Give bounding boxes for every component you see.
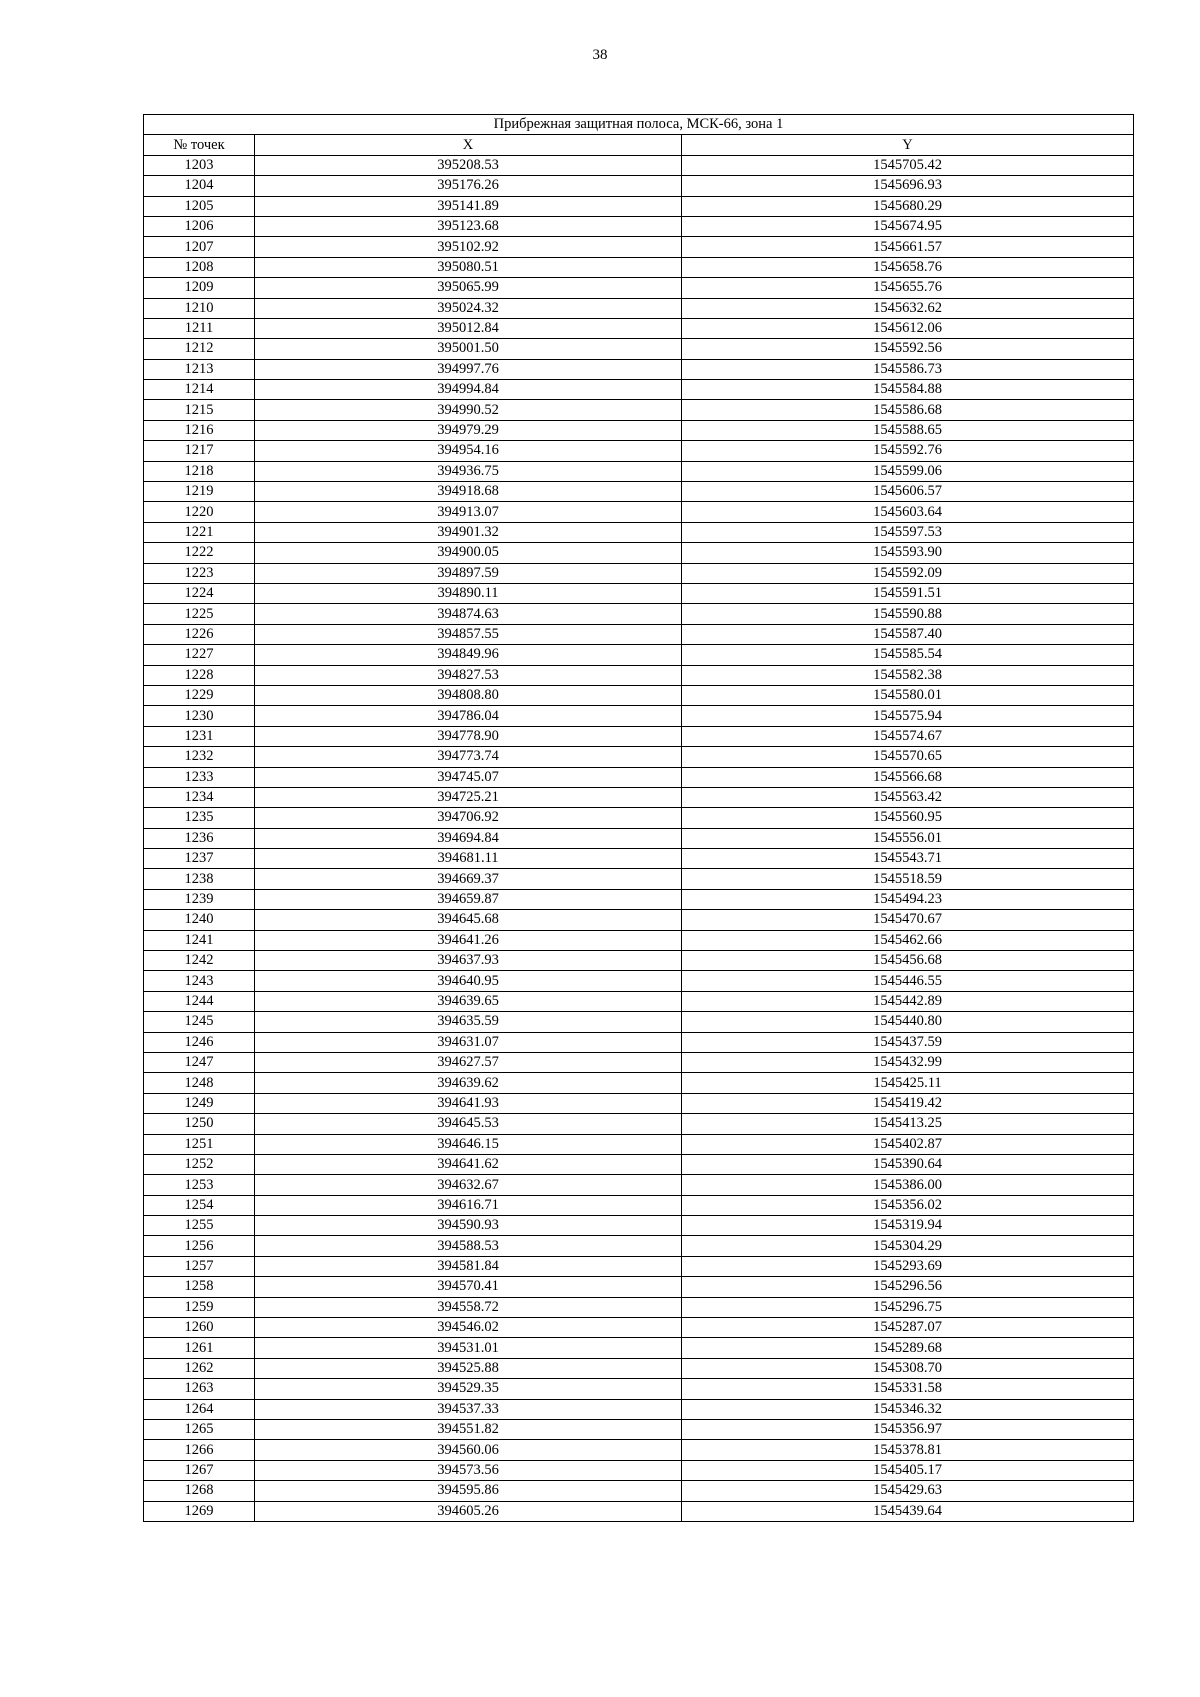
table-row <box>144 278 1134 298</box>
cell-x: 394525.88 <box>255 1358 682 1378</box>
cell-x: 394874.63 <box>255 604 682 624</box>
cell-x: 394786.04 <box>255 706 682 726</box>
table-row <box>144 1501 1134 1521</box>
cell-point-number: 1225 <box>144 604 255 624</box>
cell-point-number: 1261 <box>144 1338 255 1358</box>
cell-point-number: 1238 <box>144 869 255 889</box>
cell-y: 1545574.67 <box>682 726 1134 746</box>
cell-x: 395102.92 <box>255 237 682 257</box>
cell-x: 394681.11 <box>255 849 682 869</box>
cell-y: 1545308.70 <box>682 1358 1134 1378</box>
cell-x: 394913.07 <box>255 502 682 522</box>
table-row <box>144 828 1134 848</box>
cell-x: 394997.76 <box>255 359 682 379</box>
column-header-point-number: № точек <box>144 135 255 155</box>
table-row <box>144 624 1134 644</box>
cell-point-number: 1212 <box>144 339 255 359</box>
cell-y: 1545606.57 <box>682 482 1134 502</box>
cell-x: 394560.06 <box>255 1440 682 1460</box>
table-row <box>144 1032 1134 1052</box>
cell-y: 1545612.06 <box>682 318 1134 338</box>
cell-x: 394641.62 <box>255 1154 682 1174</box>
cell-x: 394808.80 <box>255 685 682 705</box>
cell-y: 1545442.89 <box>682 991 1134 1011</box>
table-row <box>144 910 1134 930</box>
cell-x: 395141.89 <box>255 196 682 216</box>
cell-point-number: 1220 <box>144 502 255 522</box>
page-number: 38 <box>592 47 608 63</box>
cell-point-number: 1257 <box>144 1256 255 1276</box>
cell-y: 1545429.63 <box>682 1481 1134 1501</box>
cell-point-number: 1241 <box>144 930 255 950</box>
cell-x: 394773.74 <box>255 747 682 767</box>
cell-x: 394645.68 <box>255 910 682 930</box>
cell-y: 1545587.40 <box>682 624 1134 644</box>
cell-y: 1545346.32 <box>682 1399 1134 1419</box>
cell-x: 394641.93 <box>255 1093 682 1113</box>
cell-point-number: 1208 <box>144 257 255 277</box>
table-row <box>144 543 1134 563</box>
cell-x: 395001.50 <box>255 339 682 359</box>
cell-point-number: 1267 <box>144 1460 255 1480</box>
cell-y: 1545304.29 <box>682 1236 1134 1256</box>
cell-x: 395123.68 <box>255 216 682 236</box>
cell-y: 1545494.23 <box>682 889 1134 909</box>
cell-point-number: 1249 <box>144 1093 255 1113</box>
cell-x: 394669.37 <box>255 869 682 889</box>
cell-x: 394994.84 <box>255 380 682 400</box>
cell-point-number: 1233 <box>144 767 255 787</box>
cell-x: 394627.57 <box>255 1052 682 1072</box>
cell-y: 1545591.51 <box>682 583 1134 603</box>
cell-x: 394646.15 <box>255 1134 682 1154</box>
table-row <box>144 196 1134 216</box>
table-row <box>144 1338 1134 1358</box>
cell-y: 1545296.56 <box>682 1277 1134 1297</box>
cell-y: 1545590.88 <box>682 604 1134 624</box>
cell-y: 1545658.76 <box>682 257 1134 277</box>
cell-point-number: 1228 <box>144 665 255 685</box>
table-row <box>144 461 1134 481</box>
cell-point-number: 1251 <box>144 1134 255 1154</box>
table-body <box>144 155 1134 1521</box>
cell-x: 394639.62 <box>255 1073 682 1093</box>
cell-point-number: 1262 <box>144 1358 255 1378</box>
cell-x: 395024.32 <box>255 298 682 318</box>
cell-y: 1545356.97 <box>682 1420 1134 1440</box>
cell-y: 1545597.53 <box>682 522 1134 542</box>
cell-point-number: 1258 <box>144 1277 255 1297</box>
cell-point-number: 1222 <box>144 543 255 563</box>
cell-x: 394581.84 <box>255 1256 682 1276</box>
cell-point-number: 1204 <box>144 176 255 196</box>
cell-point-number: 1234 <box>144 787 255 807</box>
cell-x: 394954.16 <box>255 441 682 461</box>
cell-point-number: 1207 <box>144 237 255 257</box>
cell-y: 1545599.06 <box>682 461 1134 481</box>
cell-x: 394595.86 <box>255 1481 682 1501</box>
cell-x: 394645.53 <box>255 1114 682 1134</box>
cell-x: 394558.72 <box>255 1297 682 1317</box>
cell-x: 394605.26 <box>255 1501 682 1521</box>
cell-x: 394827.53 <box>255 665 682 685</box>
cell-point-number: 1237 <box>144 849 255 869</box>
table-row <box>144 359 1134 379</box>
table-row <box>144 849 1134 869</box>
cell-y: 1545446.55 <box>682 971 1134 991</box>
cell-point-number: 1216 <box>144 420 255 440</box>
table-row <box>144 237 1134 257</box>
cell-y: 1545586.73 <box>682 359 1134 379</box>
cell-x: 395176.26 <box>255 176 682 196</box>
table-row <box>144 441 1134 461</box>
table-row <box>144 1297 1134 1317</box>
table-row <box>144 726 1134 746</box>
table-row <box>144 1399 1134 1419</box>
table-row <box>144 645 1134 665</box>
table-row <box>144 1073 1134 1093</box>
cell-y: 1545440.80 <box>682 1012 1134 1032</box>
cell-y: 1545425.11 <box>682 1073 1134 1093</box>
cell-x: 394616.71 <box>255 1195 682 1215</box>
cell-x: 394537.33 <box>255 1399 682 1419</box>
table-row <box>144 482 1134 502</box>
cell-y: 1545570.65 <box>682 747 1134 767</box>
table-row <box>144 257 1134 277</box>
cell-point-number: 1221 <box>144 522 255 542</box>
cell-x: 394590.93 <box>255 1216 682 1236</box>
table-row <box>144 1460 1134 1480</box>
table-row <box>144 1481 1134 1501</box>
cell-x: 394706.92 <box>255 808 682 828</box>
table-row <box>144 155 1134 175</box>
cell-point-number: 1235 <box>144 808 255 828</box>
cell-point-number: 1210 <box>144 298 255 318</box>
cell-y: 1545582.38 <box>682 665 1134 685</box>
cell-x: 394745.07 <box>255 767 682 787</box>
cell-y: 1545518.59 <box>682 869 1134 889</box>
cell-point-number: 1269 <box>144 1501 255 1521</box>
cell-y: 1545470.67 <box>682 910 1134 930</box>
cell-y: 1545588.65 <box>682 420 1134 440</box>
table-row <box>144 971 1134 991</box>
table-row <box>144 1440 1134 1460</box>
cell-x: 395080.51 <box>255 257 682 277</box>
cell-x: 394990.52 <box>255 400 682 420</box>
cell-y: 1545543.71 <box>682 849 1134 869</box>
table-row <box>144 400 1134 420</box>
cell-point-number: 1224 <box>144 583 255 603</box>
table-row <box>144 930 1134 950</box>
cell-y: 1545655.76 <box>682 278 1134 298</box>
cell-y: 1545674.95 <box>682 216 1134 236</box>
cell-y: 1545432.99 <box>682 1052 1134 1072</box>
cell-point-number: 1264 <box>144 1399 255 1419</box>
table-row <box>144 1114 1134 1134</box>
table-row <box>144 339 1134 359</box>
cell-x: 394632.67 <box>255 1175 682 1195</box>
cell-x: 394778.90 <box>255 726 682 746</box>
cell-x: 394641.26 <box>255 930 682 950</box>
cell-x: 394570.41 <box>255 1277 682 1297</box>
table-row <box>144 502 1134 522</box>
cell-y: 1545585.54 <box>682 645 1134 665</box>
cell-y: 1545575.94 <box>682 706 1134 726</box>
table-row <box>144 685 1134 705</box>
cell-point-number: 1256 <box>144 1236 255 1256</box>
column-header-x: X <box>255 135 682 155</box>
cell-y: 1545287.07 <box>682 1318 1134 1338</box>
cell-y: 1545386.00 <box>682 1175 1134 1195</box>
cell-y: 1545462.66 <box>682 930 1134 950</box>
table-row <box>144 665 1134 685</box>
cell-point-number: 1232 <box>144 747 255 767</box>
table-row <box>144 583 1134 603</box>
cell-point-number: 1260 <box>144 1318 255 1338</box>
cell-point-number: 1214 <box>144 380 255 400</box>
cell-point-number: 1219 <box>144 482 255 502</box>
table-row <box>144 747 1134 767</box>
table-row <box>144 298 1134 318</box>
cell-x: 394900.05 <box>255 543 682 563</box>
cell-point-number: 1218 <box>144 461 255 481</box>
cell-point-number: 1268 <box>144 1481 255 1501</box>
cell-x: 394639.65 <box>255 991 682 1011</box>
cell-y: 1545296.75 <box>682 1297 1134 1317</box>
cell-y: 1545586.68 <box>682 400 1134 420</box>
cell-x: 394635.59 <box>255 1012 682 1032</box>
cell-x: 394979.29 <box>255 420 682 440</box>
cell-y: 1545563.42 <box>682 787 1134 807</box>
cell-y: 1545293.69 <box>682 1256 1134 1276</box>
cell-y: 1545592.76 <box>682 441 1134 461</box>
table-row <box>144 176 1134 196</box>
cell-x: 394725.21 <box>255 787 682 807</box>
cell-x: 394659.87 <box>255 889 682 909</box>
cell-y: 1545592.56 <box>682 339 1134 359</box>
cell-x: 394588.53 <box>255 1236 682 1256</box>
table-row <box>144 1256 1134 1276</box>
table-row <box>144 1012 1134 1032</box>
cell-y: 1545603.64 <box>682 502 1134 522</box>
cell-x: 394640.95 <box>255 971 682 991</box>
table-row <box>144 1277 1134 1297</box>
cell-x: 394694.84 <box>255 828 682 848</box>
cell-point-number: 1266 <box>144 1440 255 1460</box>
cell-x: 395012.84 <box>255 318 682 338</box>
cell-x: 394551.82 <box>255 1420 682 1440</box>
cell-y: 1545419.42 <box>682 1093 1134 1113</box>
cell-y: 1545413.25 <box>682 1114 1134 1134</box>
cell-x: 394531.01 <box>255 1338 682 1358</box>
cell-x: 394631.07 <box>255 1032 682 1052</box>
cell-x: 395208.53 <box>255 155 682 175</box>
cell-y: 1545437.59 <box>682 1032 1134 1052</box>
cell-x: 394637.93 <box>255 951 682 971</box>
cell-y: 1545378.81 <box>682 1440 1134 1460</box>
cell-point-number: 1248 <box>144 1073 255 1093</box>
cell-y: 1545661.57 <box>682 237 1134 257</box>
cell-point-number: 1253 <box>144 1175 255 1195</box>
cell-y: 1545331.58 <box>682 1379 1134 1399</box>
table-row <box>144 706 1134 726</box>
cell-x: 394529.35 <box>255 1379 682 1399</box>
table-row <box>144 1154 1134 1174</box>
table-row <box>144 767 1134 787</box>
cell-point-number: 1240 <box>144 910 255 930</box>
cell-point-number: 1259 <box>144 1297 255 1317</box>
table-row <box>144 604 1134 624</box>
cell-point-number: 1215 <box>144 400 255 420</box>
cell-x: 395065.99 <box>255 278 682 298</box>
cell-x: 394897.59 <box>255 563 682 583</box>
cell-y: 1545696.93 <box>682 176 1134 196</box>
table-row <box>144 1379 1134 1399</box>
cell-y: 1545592.09 <box>682 563 1134 583</box>
cell-point-number: 1213 <box>144 359 255 379</box>
cell-point-number: 1243 <box>144 971 255 991</box>
cell-point-number: 1247 <box>144 1052 255 1072</box>
cell-point-number: 1227 <box>144 645 255 665</box>
cell-y: 1545556.01 <box>682 828 1134 848</box>
table-row <box>144 563 1134 583</box>
cell-x: 394573.56 <box>255 1460 682 1480</box>
table-row <box>144 1093 1134 1113</box>
cell-point-number: 1226 <box>144 624 255 644</box>
cell-point-number: 1254 <box>144 1195 255 1215</box>
cell-x: 394901.32 <box>255 522 682 542</box>
table-header-row <box>144 135 1134 155</box>
table-row <box>144 216 1134 236</box>
table-row <box>144 1195 1134 1215</box>
cell-point-number: 1230 <box>144 706 255 726</box>
table-row <box>144 808 1134 828</box>
table-row <box>144 1236 1134 1256</box>
cell-point-number: 1252 <box>144 1154 255 1174</box>
cell-point-number: 1209 <box>144 278 255 298</box>
cell-x: 394890.11 <box>255 583 682 603</box>
cell-point-number: 1217 <box>144 441 255 461</box>
cell-point-number: 1265 <box>144 1420 255 1440</box>
cell-point-number: 1229 <box>144 685 255 705</box>
cell-point-number: 1255 <box>144 1216 255 1236</box>
cell-y: 1545439.64 <box>682 1501 1134 1521</box>
table-row <box>144 869 1134 889</box>
cell-point-number: 1244 <box>144 991 255 1011</box>
cell-point-number: 1263 <box>144 1379 255 1399</box>
cell-y: 1545593.90 <box>682 543 1134 563</box>
table-row <box>144 522 1134 542</box>
table-row <box>144 1134 1134 1154</box>
table-title-row <box>144 115 1134 135</box>
cell-point-number: 1206 <box>144 216 255 236</box>
cell-point-number: 1231 <box>144 726 255 746</box>
table-row <box>144 889 1134 909</box>
table-row <box>144 951 1134 971</box>
cell-y: 1545456.68 <box>682 951 1134 971</box>
cell-point-number: 1246 <box>144 1032 255 1052</box>
cell-x: 394936.75 <box>255 461 682 481</box>
table-row <box>144 787 1134 807</box>
cell-y: 1545356.02 <box>682 1195 1134 1215</box>
cell-point-number: 1236 <box>144 828 255 848</box>
table-row <box>144 1175 1134 1195</box>
cell-y: 1545402.87 <box>682 1134 1134 1154</box>
cell-x: 394849.96 <box>255 645 682 665</box>
column-header-y: Y <box>682 135 1134 155</box>
cell-point-number: 1211 <box>144 318 255 338</box>
table-row <box>144 991 1134 1011</box>
table-row <box>144 318 1134 338</box>
cell-y: 1545319.94 <box>682 1216 1134 1236</box>
cell-y: 1545566.68 <box>682 767 1134 787</box>
cell-x: 394918.68 <box>255 482 682 502</box>
table-row <box>144 1318 1134 1338</box>
cell-y: 1545390.64 <box>682 1154 1134 1174</box>
table-row <box>144 1358 1134 1378</box>
cell-y: 1545680.29 <box>682 196 1134 216</box>
cell-y: 1545289.68 <box>682 1338 1134 1358</box>
table-row <box>144 380 1134 400</box>
cell-point-number: 1250 <box>144 1114 255 1134</box>
cell-point-number: 1245 <box>144 1012 255 1032</box>
table-row <box>144 1216 1134 1236</box>
table-row <box>144 1052 1134 1072</box>
cell-point-number: 1223 <box>144 563 255 583</box>
cell-point-number: 1239 <box>144 889 255 909</box>
cell-y: 1545580.01 <box>682 685 1134 705</box>
cell-point-number: 1203 <box>144 155 255 175</box>
table-row <box>144 1420 1134 1440</box>
cell-point-number: 1205 <box>144 196 255 216</box>
cell-y: 1545560.95 <box>682 808 1134 828</box>
cell-y: 1545632.62 <box>682 298 1134 318</box>
cell-x: 394546.02 <box>255 1318 682 1338</box>
cell-y: 1545584.88 <box>682 380 1134 400</box>
cell-point-number: 1242 <box>144 951 255 971</box>
table-row <box>144 420 1134 440</box>
cell-y: 1545405.17 <box>682 1460 1134 1480</box>
cell-y: 1545705.42 <box>682 155 1134 175</box>
coordinates-table <box>143 114 1134 1522</box>
table-title: Прибрежная защитная полоса, МСК-66, зона 1 <box>144 115 1134 135</box>
cell-x: 394857.55 <box>255 624 682 644</box>
